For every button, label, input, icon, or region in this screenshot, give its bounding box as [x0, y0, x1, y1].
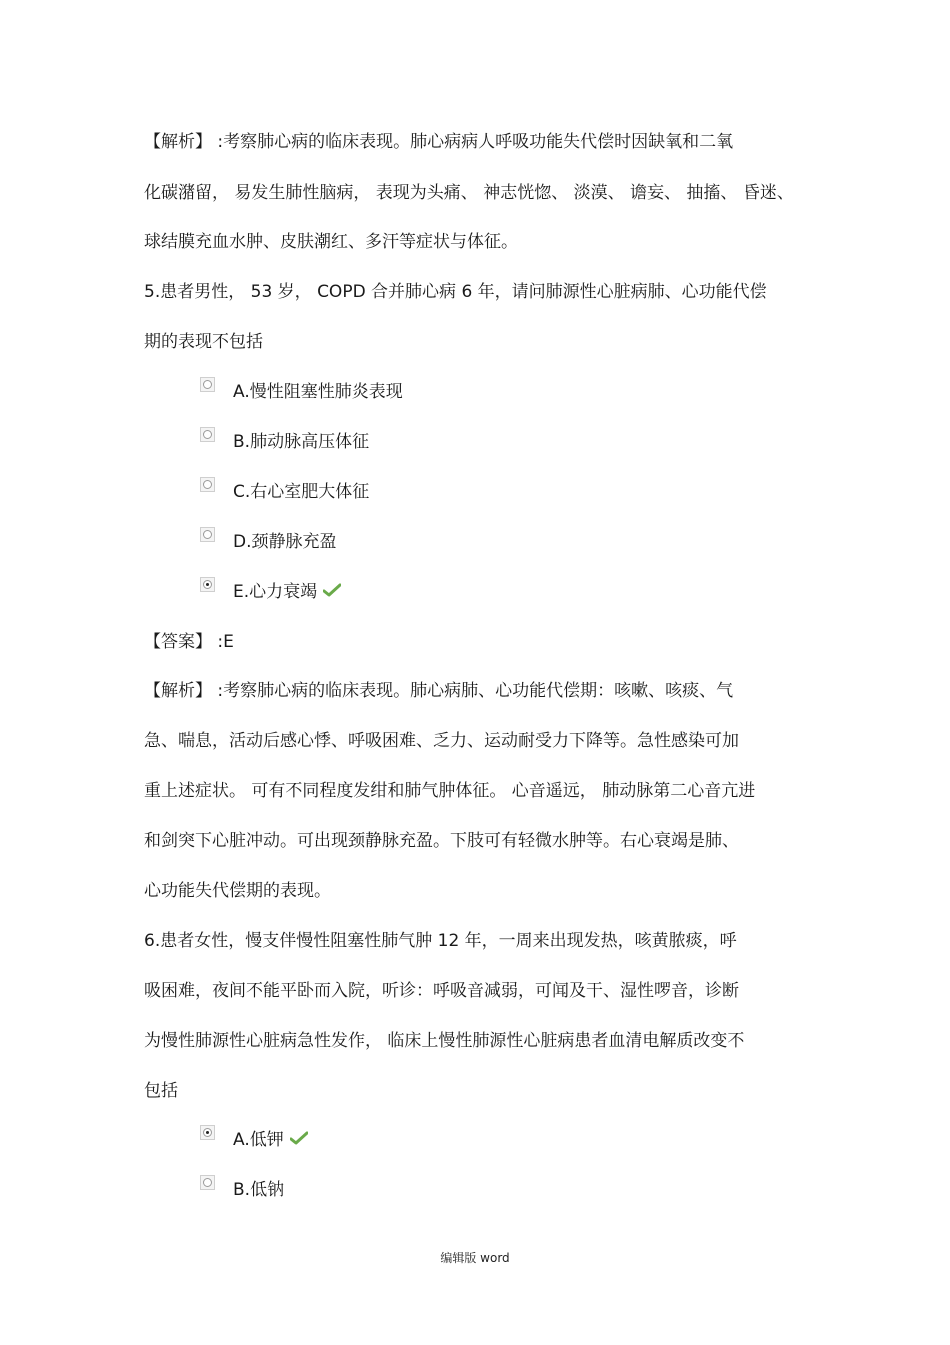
radio-button-icon[interactable]	[200, 477, 215, 492]
question-5-text: 期的表现不包括	[144, 332, 263, 352]
radio-button-icon[interactable]	[200, 527, 215, 542]
analysis-line: 重上述症状。 可有不同程度发绀和肺气肿体征。 心音遥远， 肺动脉第二心音亢进	[144, 781, 756, 801]
radio-button-icon[interactable]	[200, 1125, 215, 1140]
option-label: A.慢性阻塞性肺炎表现	[233, 382, 403, 402]
q5-option-e[interactable]	[200, 577, 341, 603]
analysis-line: 急、喘息，活动后感心悸、呼吸困难、乏力、运动耐受力下降等。急性感染可加	[144, 731, 739, 751]
analysis-line: 球结膜充血水肿、皮肤潮红、多汗等症状与体征。	[144, 232, 518, 252]
q5-option-d[interactable]	[200, 527, 337, 553]
option-label: B.肺动脉高压体征	[233, 432, 370, 452]
option-label: B.低钠	[233, 1180, 285, 1200]
analysis-line: 【解析】 :考察肺心病的临床表现。肺心病病人呼吸功能失代偿时因缺氧和二氧	[144, 132, 734, 152]
q5-option-b[interactable]	[200, 427, 369, 453]
option-label: D.颈静脉充盈	[233, 532, 337, 552]
checkmark-icon	[323, 583, 341, 597]
question-6-text: 包括	[144, 1081, 178, 1101]
analysis-line: 心功能失代偿期的表现。	[144, 881, 331, 901]
question-6-text: 6.患者女性，慢支伴慢性阻塞性肺气肿 12 年，一周来出现发热，咳黄脓痰，呼	[144, 931, 737, 951]
radio-button-icon[interactable]	[200, 577, 215, 592]
q5-option-c[interactable]	[200, 477, 369, 503]
option-label: C.右心室肥大体征	[233, 482, 370, 502]
q6-option-b[interactable]	[200, 1175, 284, 1201]
option-label: E.心力衰竭	[233, 582, 318, 602]
q5-option-a[interactable]	[200, 377, 403, 403]
checkmark-icon	[290, 1131, 308, 1145]
analysis-line: 化碳潴留， 易发生肺性脑病， 表现为头痛、 神志恍惚、 淡漠、 谵妄、 抽搐、 昏迷、	[144, 183, 794, 203]
q6-option-a[interactable]	[200, 1125, 308, 1151]
question-6-text: 吸困难，夜间不能平卧而入院，听诊：呼吸音减弱，可闻及干、湿性啰音，诊断	[144, 981, 739, 1001]
question-6-text: 为慢性肺源性心脏病急性发作， 临床上慢性肺源性心脏病患者血清电解质改变不	[144, 1031, 745, 1051]
question-5-text: 5.患者男性， 53 岁， COPD 合并肺心病 6 年，请问肺源性心脏病肺、心功能代偿	[144, 282, 767, 302]
radio-button-icon[interactable]	[200, 1175, 215, 1190]
analysis-line: 和剑突下心脏冲动。可出现颈静脉充盈。下肢可有轻微水肿等。右心衰竭是肺、	[144, 831, 739, 851]
page-footer: 编辑版 word	[440, 1251, 510, 1265]
radio-button-icon[interactable]	[200, 427, 215, 442]
option-label: A.低钾	[233, 1130, 284, 1150]
answer-line: 【答案】 :E	[144, 632, 234, 652]
analysis-line: 【解析】 :考察肺心病的临床表现。肺心病肺、心功能代偿期：咳嗽、咳痰、气	[144, 681, 734, 701]
radio-button-icon[interactable]	[200, 377, 215, 392]
